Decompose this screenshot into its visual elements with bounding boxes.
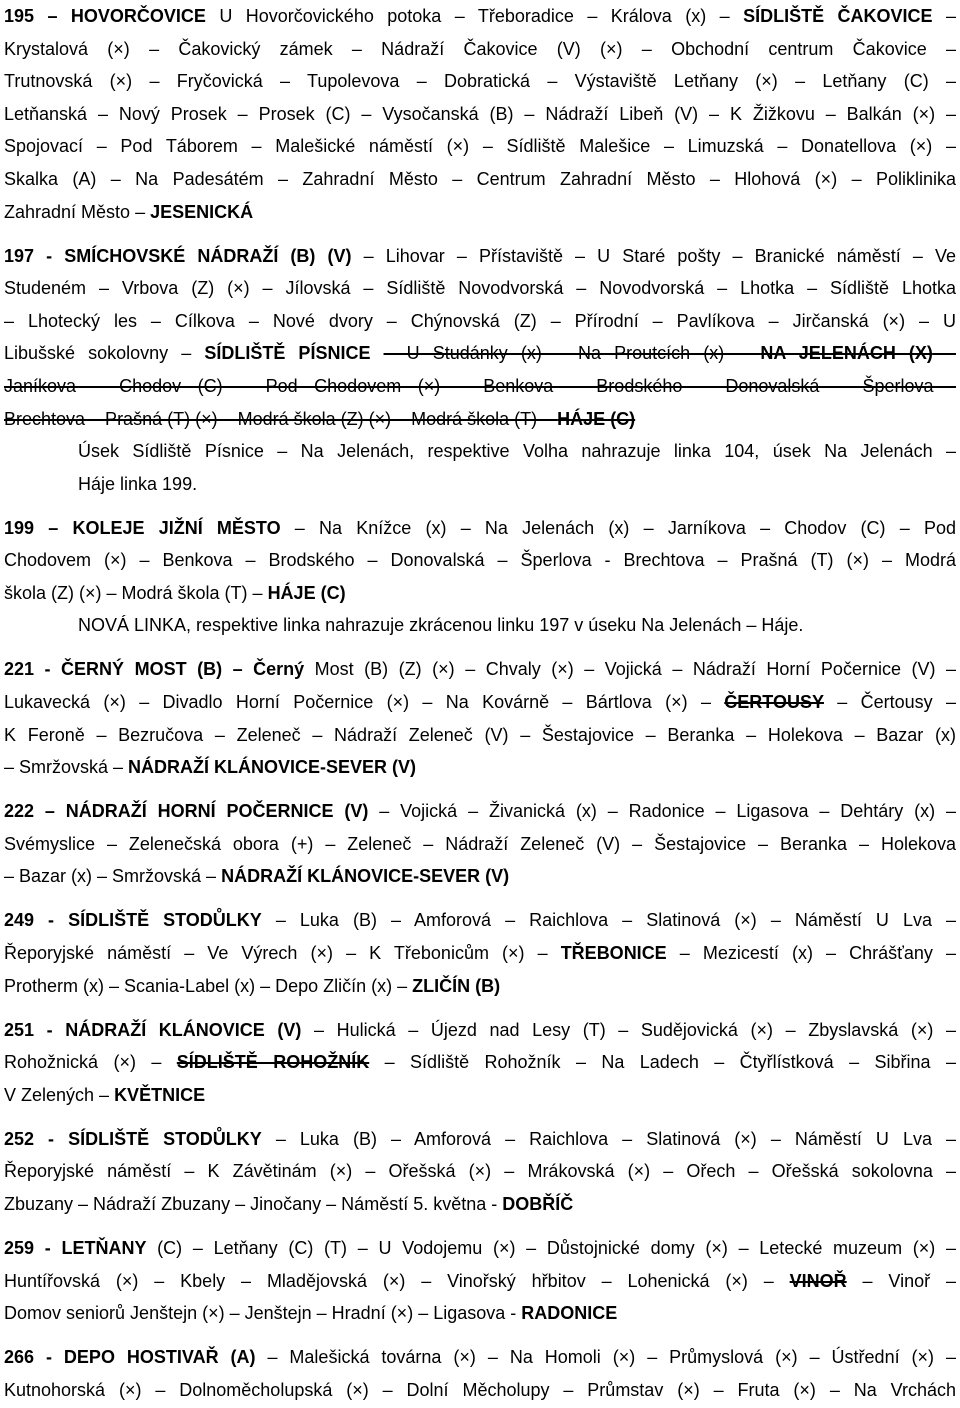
cancelled-route-segment: – U Studánky (x) – Na Proutcích (x) –	[383, 343, 761, 364]
route-note-line	[78, 468, 956, 501]
route-stops-text: – Luka (B) – Amforová – Raichlova – Slatinová (×) – Náměstí U Lva –	[261, 910, 957, 931]
route-entry	[4, 1232, 956, 1330]
route-entry	[4, 1123, 956, 1221]
cancelled-stop-bold: NA JELENÁCH (X)	[760, 343, 933, 364]
cancelled-stop-bold: ČERTOUSY	[724, 692, 824, 713]
route-line	[4, 751, 956, 784]
route-line	[4, 1155, 956, 1188]
route-stops-text: – Mezicestí (x) – Chrášťany –	[666, 942, 956, 963]
route-stops-text: Domov seniorů Jenštejn (×) – Jenštejn – Hradní (×) – Ligasova -	[4, 1303, 522, 1324]
route-stops-text: Zbuzany – Nádraží Zbuzany – Jinočany – Náměstí 5. května -	[4, 1193, 503, 1214]
route-stops-text: Huntířovská (×) – Kbely – Mladějovská (×) – Vinořský hřbitov – Lohenická (×) –	[4, 1270, 790, 1291]
route-stops-text: K Feroně – Bezručova – Zeleneč – Nádraží Zeleneč (V) – Šestajovice – Beranka – Holekova – Bazar (x)	[4, 724, 956, 745]
route-line	[4, 370, 956, 403]
route-stops-text: – Luka (B) – Amforová – Raichlova – Slatinová (×) – Náměstí U Lva –	[261, 1128, 957, 1149]
route-stops-text: Řeporyjské náměstí – Ve Výrech (×) – K Třebonicům (×) –	[4, 942, 561, 963]
route-line	[4, 577, 956, 610]
terminal-stop: DOBŘÍČ	[502, 1193, 574, 1214]
route-stops-text: Řeporyjské náměstí – K Závětinám (×) – Ořešská (×) – Mrákovská (×) – Ořech – Ořešská sokolovna –	[4, 1161, 956, 1182]
terminal-stop: NÁDRAŽÍ KLÁNOVICE-SEVER (V)	[221, 866, 510, 887]
route-line	[4, 1123, 956, 1156]
route-stops-text: – Hulická – Újezd nad Lesy (T) – Sudějovická (×) – Zbyslavská (×) –	[301, 1019, 956, 1040]
note-text: Úsek Sídliště Písnice – Na Jelenách, respektive Volha nahrazuje linka 104, úsek Na Jelenách –	[78, 441, 956, 462]
route-number-terminal: 195 – HOVORČOVICE	[4, 6, 206, 26]
route-stops-text: – Malešická továrna (×) – Na Homoli (×) – Průmyslová (×) – Ústřední (×) –	[255, 1347, 956, 1368]
route-stops-text: Rohožnická (×) –	[4, 1052, 177, 1073]
route-stops-text: Lukavecká (×) – Divadlo Horní Počernice (×) – Na Kovárně – Bártlova (×) –	[4, 692, 725, 713]
route-stops-text: Svémyslice – Zelenečská obora (+) – Zeleneč – Nádraží Zeleneč (V) – Šestajovice – Beranka – Holekova	[4, 833, 956, 854]
route-stops-text: – Sídliště Rohožník – Na Ladech – Čtyřlístková – Sibřina –	[369, 1052, 956, 1073]
route-line	[4, 130, 956, 163]
route-stops-text: Letňanská – Nový Prosek – Prosek (C) – Vysočanská (B) – Nádraží Libeň (V) – K Žižkovu – Balkán (×) –	[4, 103, 956, 124]
cancelled-stop-bold: HÁJE (C)	[557, 408, 636, 429]
route-stops-text: – Na Knížce (x) – Na Jelenách (x) – Jarníkova – Chodov (C) – Pod	[280, 517, 956, 538]
route-number-terminal: 266 - DEPO HOSTIVAŘ (A)	[4, 1347, 256, 1368]
route-line	[4, 1188, 956, 1221]
route-line	[4, 795, 956, 828]
route-number-terminal: 199 – KOLEJE JIŽNÍ MĚSTO	[4, 517, 281, 538]
note-text: Háje linka 199.	[78, 473, 198, 494]
route-stops-text: – Lhotecký les – Cílkova – Nové dvory – Chýnovská (Z) – Přírodní – Pavlíkova – Jirčanská (×) – U	[4, 310, 956, 331]
route-note-line	[78, 435, 956, 468]
cancelled-stop-bold: VINOŘ	[789, 1270, 847, 1291]
route-note-line	[78, 609, 956, 642]
route-stops-text: Protherm (x) – Scania-Label (x) – Depo Zličín (x) –	[4, 975, 413, 996]
route-number-terminal: 251 - NÁDRAŽÍ KLÁNOVICE (V)	[4, 1019, 302, 1040]
route-entry	[4, 240, 956, 501]
route-entry	[4, 795, 956, 893]
terminal-stop: SÍDLIŠTĚ PÍSNICE	[204, 343, 371, 364]
route-line	[4, 0, 956, 33]
route-line	[4, 719, 956, 752]
terminal-stop: TŘEBONICE	[560, 942, 667, 963]
terminal-stop: NÁDRAŽÍ KLÁNOVICE-SEVER (V)	[128, 757, 417, 778]
route-line	[4, 1079, 956, 1112]
route-number-terminal: 259 - LETŇANY	[4, 1237, 147, 1258]
route-stops-text: Skalka (A) – Na Padesátém – Zahradní Město – Centrum Zahradní Město – Hlohová (×) – Poliklinika	[4, 168, 956, 189]
route-stops-text: – Bazar (x) – Smržovská –	[4, 866, 222, 887]
route-line	[4, 904, 956, 937]
route-stops-text: –	[932, 6, 956, 26]
route-line	[4, 240, 956, 273]
route-line	[4, 1374, 956, 1407]
cancelled-route-segment: –	[932, 343, 956, 364]
route-number-terminal: 222 – NÁDRAŽÍ HORNÍ POČERNICE (V)	[4, 801, 369, 822]
route-stops-text: – Vinoř –	[846, 1270, 956, 1291]
route-line	[4, 1046, 956, 1079]
route-number-terminal: 221 - ČERNÝ MOST (B) – Černý	[4, 659, 305, 680]
route-stops-text: Kutnohorská (×) – Dolnoměcholupská (×) – Dolní Měcholupy – Průmstav (×) – Fruta (×) – Na Vrchách	[4, 1379, 956, 1400]
note-text: NOVÁ LINKA, respektive linka nahrazuje zkrácenou linku 197 v úseku Na Jelenách – Háje.	[78, 615, 804, 636]
route-line	[4, 33, 956, 66]
route-entry	[4, 653, 956, 783]
route-line	[4, 1014, 956, 1047]
route-line	[4, 163, 956, 196]
route-stops-text: U Hovorčovického potoka – Třeboradice – Králova (x) –	[205, 6, 744, 26]
route-stops-text: – Vojická – Živanická (x) – Radonice – Ligasova – Dehtáry (x) –	[368, 801, 956, 822]
route-stops-text: škola (Z) (×) – Modrá škola (T) –	[4, 582, 268, 603]
route-number-terminal: 252 - SÍDLIŠTĚ STODŮLKY	[4, 1128, 262, 1149]
route-stops-text: Zahradní Město –	[4, 201, 151, 222]
terminal-stop: KVĚTNICE	[114, 1084, 206, 1105]
route-stops-text	[370, 343, 383, 363]
route-line	[4, 403, 956, 436]
route-line	[4, 686, 956, 719]
route-line	[4, 1297, 956, 1330]
route-line	[4, 937, 956, 970]
bus-route-changes-page	[4, 0, 956, 1406]
route-stops-text: – Lihovar – Přístaviště – U Staré pošty – Branické náměstí – Ve	[351, 245, 956, 266]
route-line	[4, 544, 956, 577]
cancelled-route-segment: Brechtova – Prašná (T) (×) – Modrá škola (Z) (×) – Modrá škola (T) –	[4, 408, 558, 429]
route-number-terminal: 249 - SÍDLIŠTĚ STODŮLKY	[4, 910, 262, 931]
route-entry	[4, 1014, 956, 1112]
route-stops-text: V Zelených –	[4, 1084, 115, 1105]
terminal-stop: HÁJE (C)	[267, 582, 346, 603]
route-line	[4, 65, 956, 98]
route-stops-text: Libušské sokolovny –	[4, 343, 205, 364]
route-line	[4, 970, 956, 1003]
terminal-stop: RADONICE	[521, 1303, 618, 1324]
terminal-stop: JESENICKÁ	[150, 201, 254, 222]
route-entry	[4, 512, 956, 642]
route-line	[4, 272, 956, 305]
terminal-stop: ZLIČÍN (B)	[412, 975, 501, 996]
route-stops-text: – Čertousy –	[823, 692, 956, 713]
route-line	[4, 828, 956, 861]
route-line	[4, 1341, 956, 1374]
route-line	[4, 337, 956, 370]
route-stops-text: – Smržovská –	[4, 757, 129, 778]
route-entry	[4, 0, 956, 228]
route-line	[4, 653, 956, 686]
route-line	[4, 1265, 956, 1298]
cancelled-route-segment: Janíkova – Chodov (C) – Pod Chodovem (×) – Benkova – Brodského – Donovalská – Šperlova -	[4, 375, 956, 396]
route-stops-text: Most (B) (Z) (×) – Chvaly (×) – Vojická – Nádraží Horní Počernice (V) –	[304, 659, 957, 680]
route-line	[4, 1232, 956, 1265]
route-number-terminal: 197 - SMÍCHOVSKÉ NÁDRAŽÍ (B) (V)	[4, 245, 352, 266]
route-stops-text: Spojovací – Pod Táborem – Malešické náměstí (×) – Sídliště Malešice – Limuzská – Donatellova (×) –	[4, 136, 956, 157]
route-stops-text: (C) – Letňany (C) (T) – U Vodojemu (×) – Důstojnické domy (×) – Letecké muzeum (×) –	[146, 1237, 956, 1258]
route-stops-text: Trutnovská (×) – Fryčovická – Tupolevova – Dobratická – Výstaviště Letňany (×) – Letňany (C) –	[4, 71, 956, 92]
route-stops-text: Studeném – Vrbova (Z) (×) – Jílovská – Sídliště Novodvorská – Novodvorská – Lhotka – Sídliště Lhotka	[4, 278, 956, 299]
route-line	[4, 860, 956, 893]
route-stops-text: Chodovem (×) – Benkova – Brodského – Donovalská – Šperlova - Brechtova – Prašná (T) (×) – Modrá	[4, 550, 956, 571]
route-line	[4, 196, 956, 229]
route-line	[4, 512, 956, 545]
route-entry	[4, 904, 956, 1002]
route-line	[4, 305, 956, 338]
terminal-stop: SÍDLIŠTĚ ČAKOVICE	[743, 6, 933, 26]
route-entry	[4, 1341, 956, 1406]
route-line	[4, 98, 956, 131]
cancelled-stop-bold: SÍDLIŠTĚ ROHOŽNÍK	[176, 1052, 370, 1073]
route-stops-text: Krystalová (×) – Čakovický zámek – Nádraží Čakovice (V) (×) – Obchodní centrum Čakovice –	[4, 38, 956, 59]
